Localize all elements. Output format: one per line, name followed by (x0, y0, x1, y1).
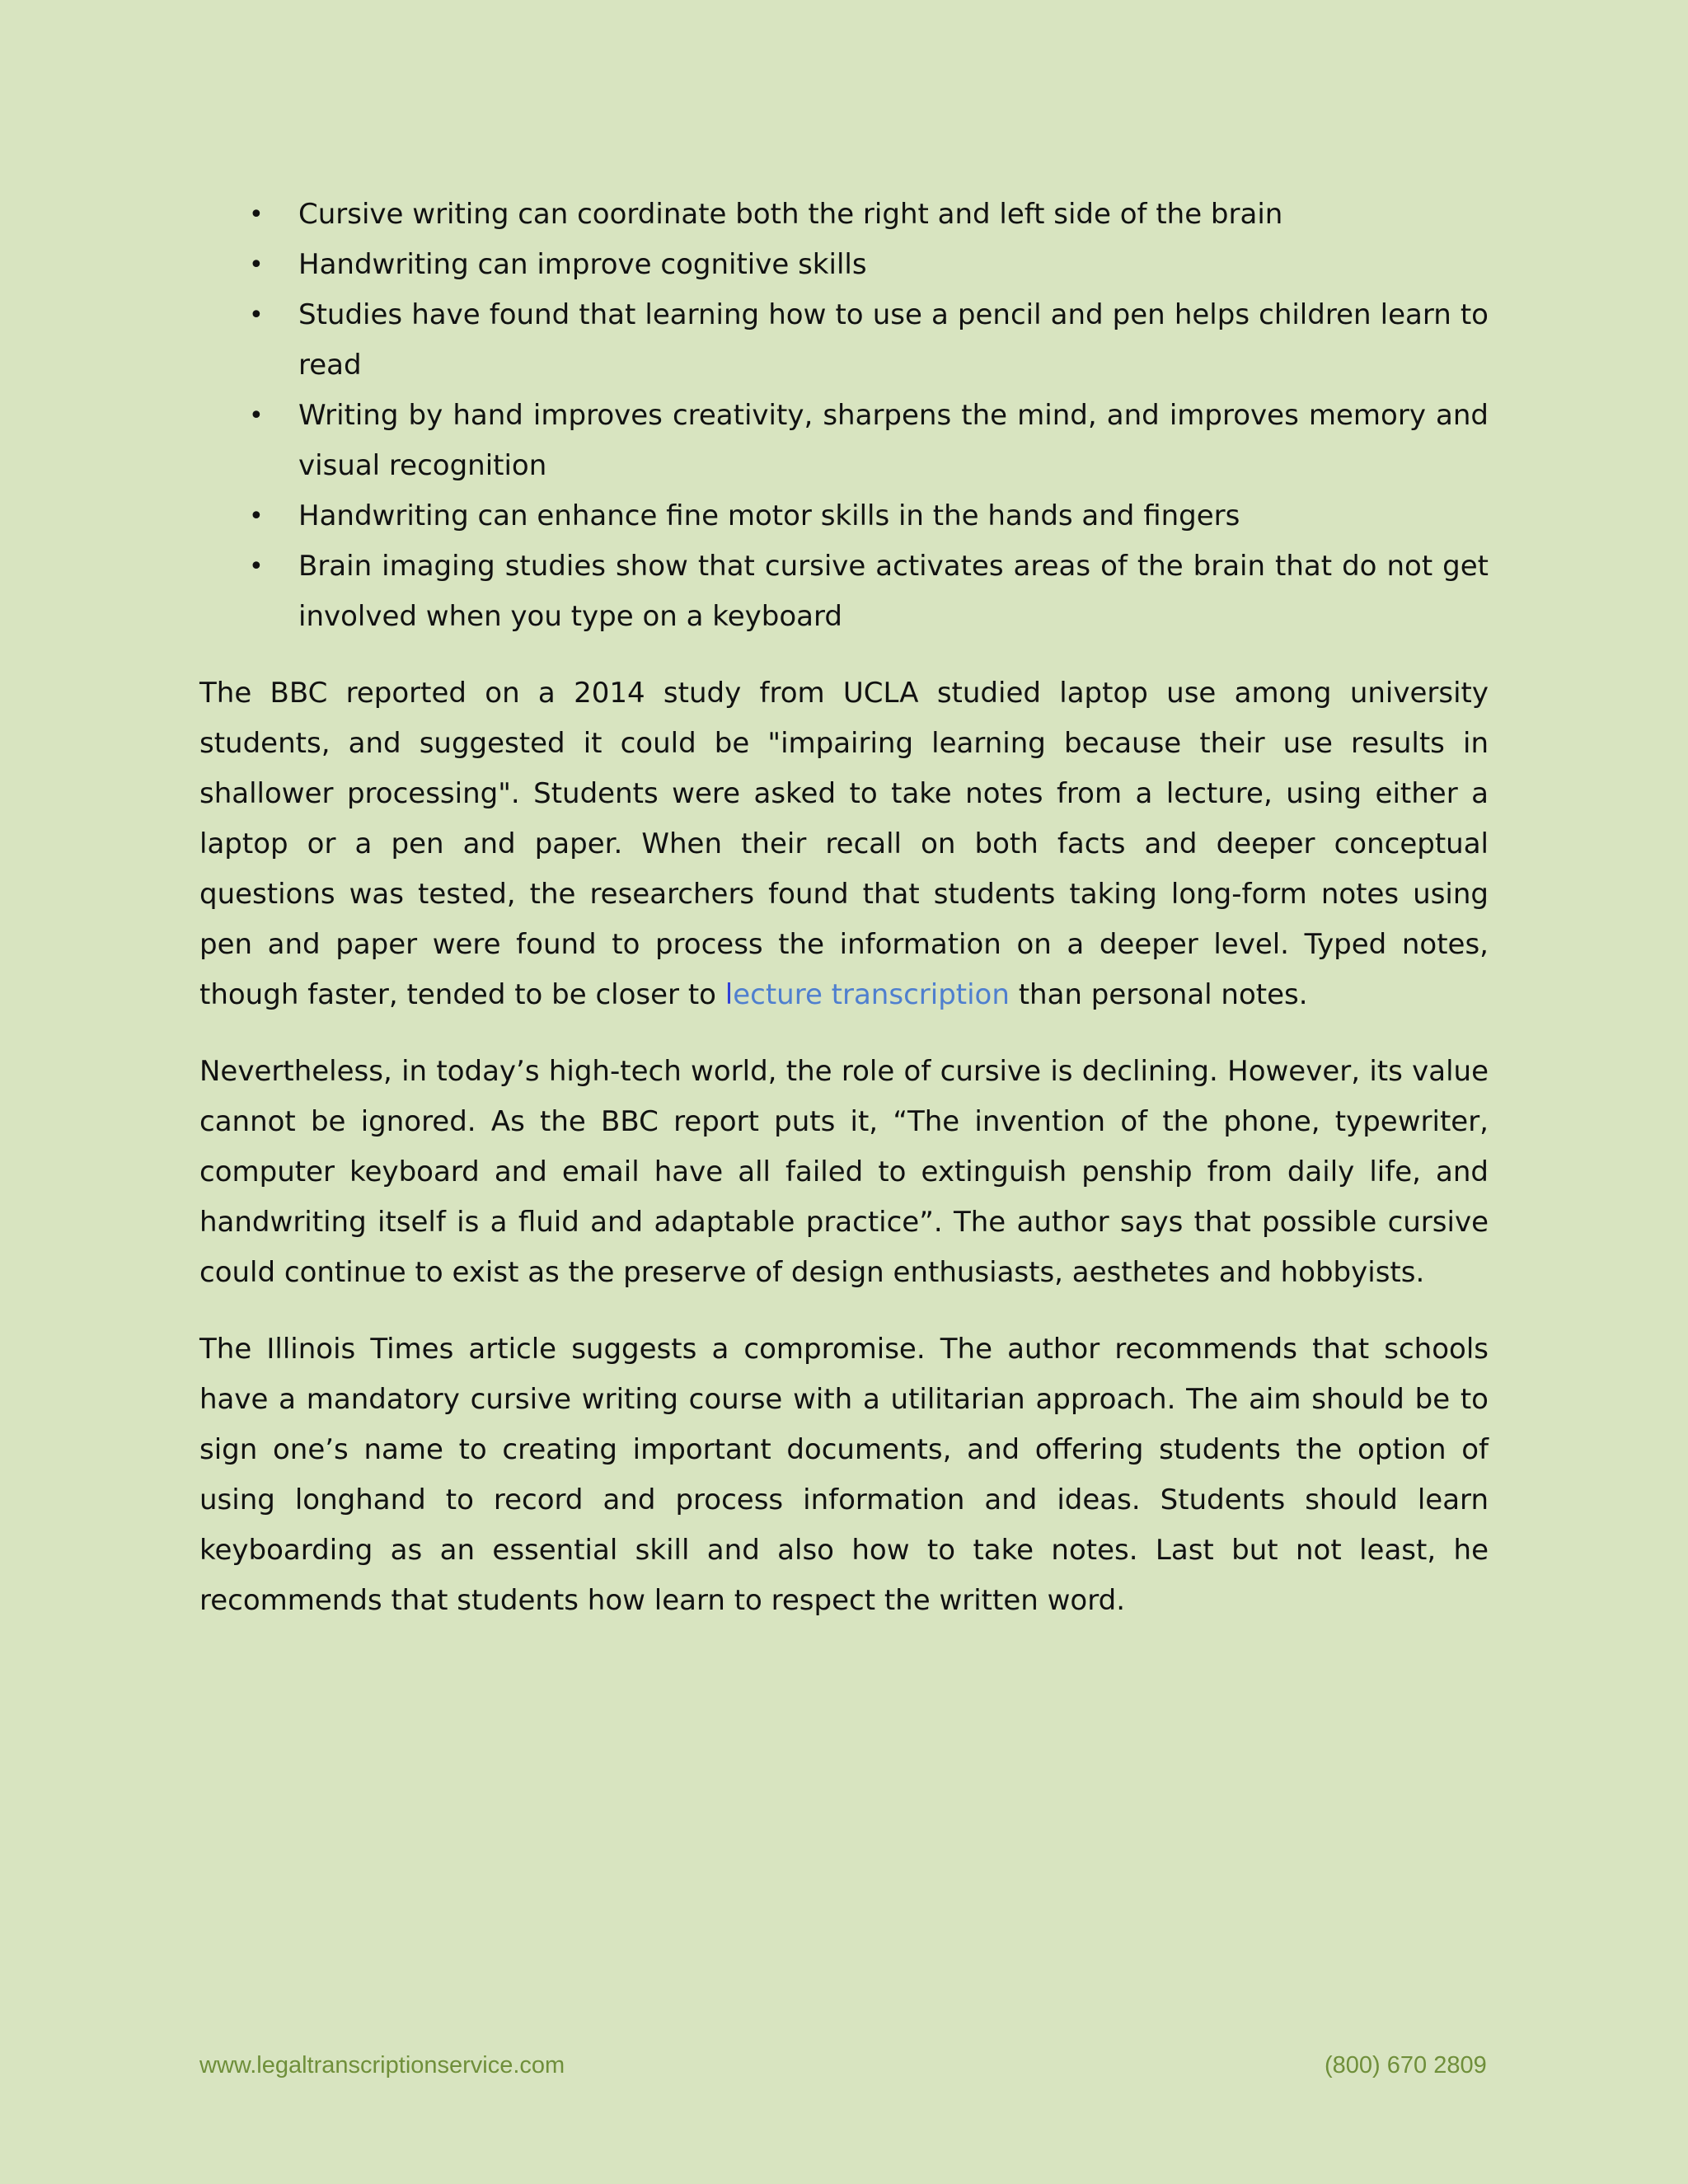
list-item-text: Cursive writing can coordinate both the right and left side of the brain (298, 198, 1283, 231)
list-item-text: Studies have found that learning how to use a pencil and pen helps children learn to read (298, 298, 1489, 382)
bullet-icon: • (249, 401, 264, 430)
list-item-text: Handwriting can improve cognitive skills (298, 248, 867, 281)
paragraph-ucla-study (199, 668, 1489, 1020)
list-item (199, 290, 1489, 391)
list-item-text: Brain imaging studies show that cursive activates areas of the brain that do not get involved when you type on a keyboard (298, 550, 1489, 633)
footer-phone: (800) 670 2809 (1325, 2052, 1487, 2079)
bullet-icon: • (249, 301, 264, 330)
list-item-text: Handwriting can enhance fine motor skills in the hands and fingers (298, 499, 1240, 532)
bullet-icon: • (249, 200, 264, 229)
benefits-list (199, 190, 1489, 642)
list-item (199, 541, 1489, 642)
bullet-icon: • (249, 502, 264, 531)
bullet-icon: • (249, 251, 264, 279)
list-item (199, 240, 1489, 290)
lecture-transcription-link[interactable] (725, 978, 1010, 1011)
link-text-rest: ecture transcription (733, 978, 1010, 1011)
list-item (199, 491, 1489, 541)
paragraph-text: The BBC reported on a 2014 study from UCLA studied laptop use among university students, and suggested it could be "impairing learning because their use results in shallower processing". Students were asked to take notes from a lecture, using either a laptop or a pen and paper. When their recall on both facts and deeper conceptual questions was tested, the researchers found that students taking long-form notes using pen and paper were found to process the information on a deeper level. Typed notes, though faster, tended to be closer to (199, 677, 1489, 1011)
paragraph-text: than personal notes. (1009, 978, 1308, 1011)
list-item (199, 190, 1489, 240)
list-item (199, 391, 1489, 491)
paragraph-cursive-declining: Nevertheless, in today’s high-tech world, the role of cursive is declining. However, its value cannot be ignored. As the BBC report puts it, “The invention of the phone, typewriter, computer keyboard and email have all failed to extinguish penship from daily life, and handwriting itself is a fluid and adaptable practice”. The author says that possible cursive could continue to exist as the preserve of design enthusiasts, aesthetes and hobbyists. (199, 1055, 1489, 1289)
footer-website-link[interactable]: www.legaltranscriptionservice.com (199, 2052, 565, 2079)
document-body (199, 190, 1489, 1626)
list-item-text: Writing by hand improves creativity, sharpens the mind, and improves memory and visual recognition (298, 399, 1489, 482)
paragraph-illinois-times: The Illinois Times article suggests a compromise. The author recommends that schools have a mandatory cursive writing course with a utilitarian approach. The aim should be to sign one’s name to creating important documents, and offering students the option of using longhand to record and process information and ideas. Students should learn keyboarding as an essential skill and also how to take notes. Last but not least, he recommends that students how learn to respect the written word. (199, 1333, 1489, 1617)
bullet-icon: • (249, 552, 264, 581)
link-text-first: l (724, 978, 734, 1011)
